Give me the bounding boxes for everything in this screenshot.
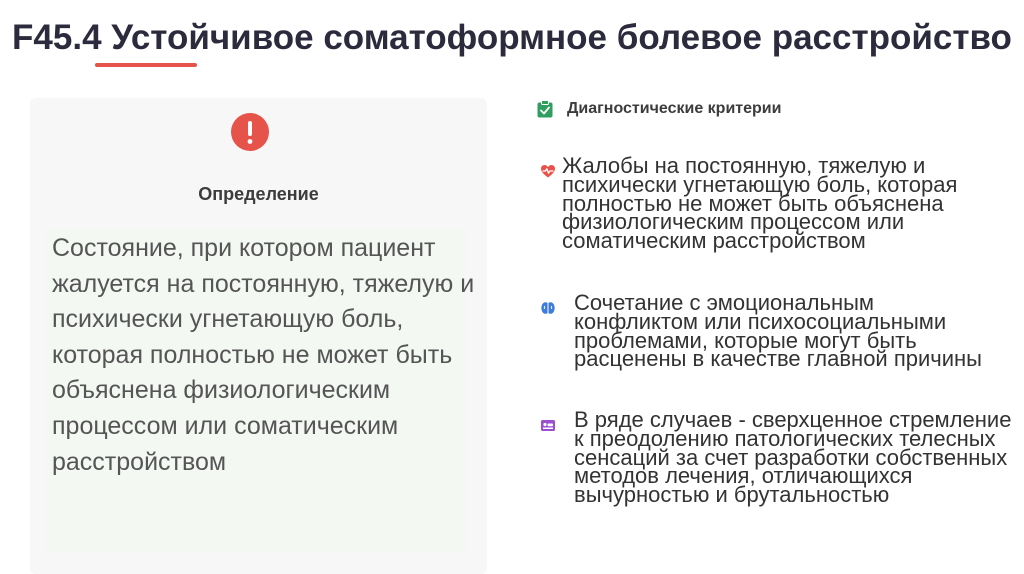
bed-icon <box>540 417 556 433</box>
definition-heading: Определение <box>198 184 319 204</box>
heart-pulse-icon <box>540 163 556 179</box>
criteria-item-text: Жалобы на постоянную, тяжелую и психически угнетающую боль, которая полностью не может быть объяснена физиологическим процессом или соматическим расстройством <box>562 153 958 254</box>
title-accent-bar <box>95 63 197 67</box>
definition-text: Состояние, при котором пациент жалуется на постоянную, тяжелую и психически угнетающую боль, которая полностью не может быть объяснена физиологическим процессом или соматическим расстройством <box>52 234 475 476</box>
slide-title: F45.4 Устойчивое соматоформное болевое расстройство <box>12 18 1012 57</box>
criteria-item <box>540 407 1024 508</box>
criteria-item-text: В ряде случаев - сверхценное стремление к преодолению патологических телесных сенсаций за счет разработки собственных методов лечения, отличающихся вычурностью и брутальностью <box>574 407 1012 508</box>
criteria-item <box>540 290 1004 372</box>
criteria-item-text: Сочетание с эмоциональным конфликтом или психосоциальными проблемами, которые могут быть расценены в качестве главной причины <box>574 290 982 372</box>
criteria-header <box>537 97 781 121</box>
criteria-item <box>540 153 982 254</box>
clipboard-check-icon <box>537 100 553 118</box>
criteria-heading: Диагностические критерии <box>567 100 782 117</box>
brain-icon <box>540 300 556 316</box>
exclamation-circle-icon <box>230 112 270 152</box>
